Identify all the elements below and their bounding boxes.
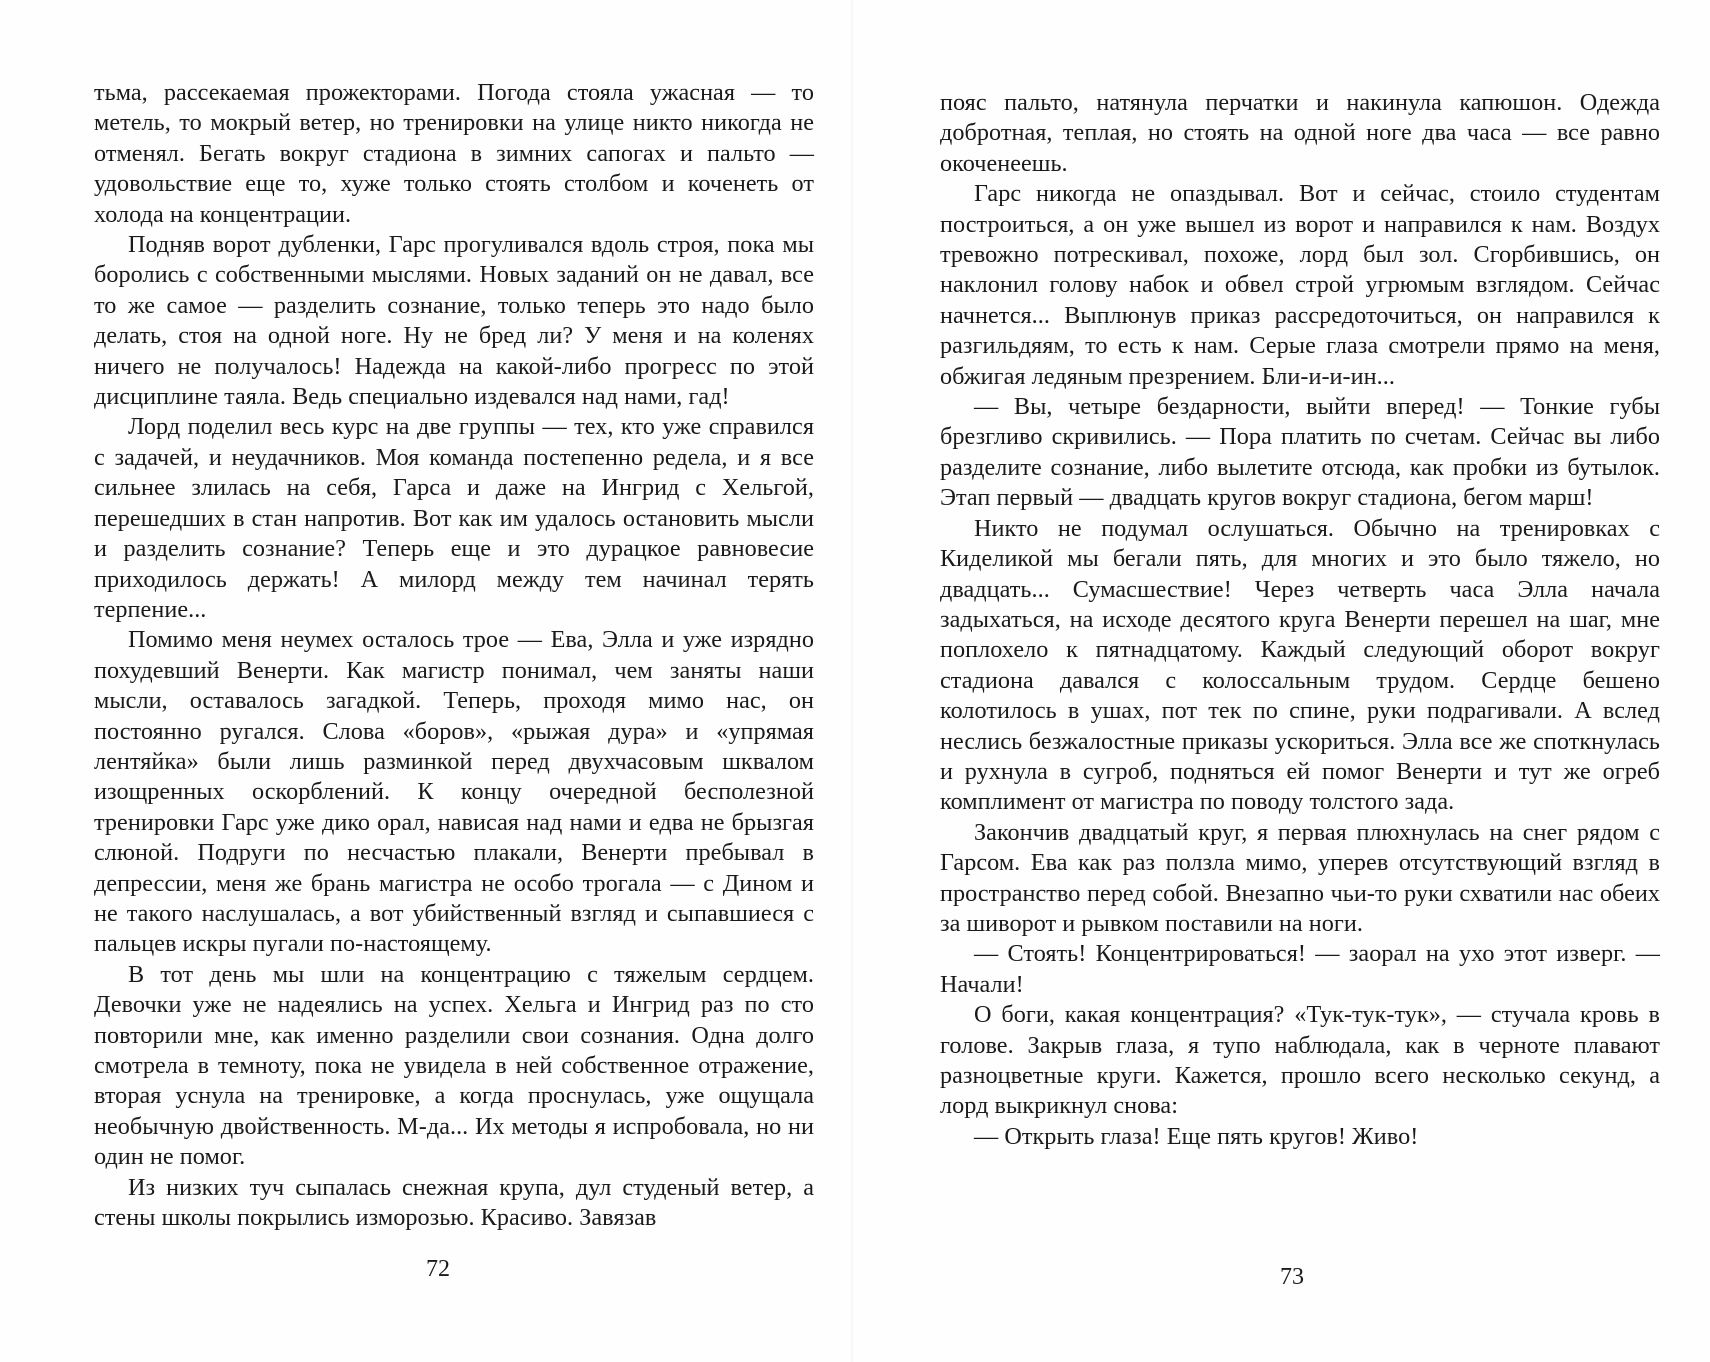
paragraph: Никто не подумал ослушаться. Обычно на тренировках с Киделикой мы бегали пять, для многих и это было тяжело, но двадцать... Сумасшествие! Через четверть часа Элла начала задыхаться, на исходе десятого круга Венерти перешел на шаг, мне поплохело к пятнадцатому. Каждый следующий оборот вокруг стадиона давался с колоссальным трудом. Сердце бешено колотилось в ушах, пот тек по спине, руки подрагивали. А вслед неслись безжалостные приказы ускориться. Элла все же споткнулась и рухнула в сугроб, подняться ей помог Венерти и тут же огреб комплимент от магистра по поводу толстого зада. — [940, 514, 1660, 816]
gutter-divider — [850, 0, 854, 1362]
left-page — [94, 78, 814, 1233]
paragraph: Гарс никогда не опаздывал. Вот и сейчас, стоило студентам построиться, а он уже вышел из ворот и направился к нам. Воздух тревожно потрескивал, похоже, лорд был зол. Сгорбившись, он наклонил голову набок и обвел строй угрюмым взглядом. Сейчас начнется... Выплюнув приказ рассредоточиться, он направился к разгильдяям, то есть к нам. Серые глаза смотрели прямо на меня, обжигая ледяным презрением. Бли-и-и-ин... — [940, 180, 1660, 390]
paragraph: пояс пальто, натянула перчатки и накинула капюшон. Одежда добротная, теплая, но стоять на одной ноге два часа — все равно окоченеешь. — [940, 89, 1660, 177]
paragraph: О боги, какая концентрация? «Тук-тук-тук», — стучала кровь в голове. Закрыв глаза, я тупо наблюдала, как в черноте плавают разноцветные круги. Кажется, прошло всего несколько секунд, а лорд выкрикнул снова: — [940, 1001, 1660, 1120]
paragraph: тьма, рассекаемая прожекторами. Погода стояла ужасная — то метель, то мокрый ветер, но тренировки на улице никто никогда не отменял. Бегать вокруг стадиона в зимних сапогах и пальто — удовольствие еще то, хуже только стоять столбом и коченеть от холода на концентрации. — [94, 79, 814, 228]
paragraph: Из низких туч сыпалась снежная крупа, дул студеный ветер, а стены школы покрылись изморозью. Красиво. Завязав — [94, 1173, 814, 1232]
paragraph: — Стоять! Концентрироваться! — заорал на ухо этот изверг. — Начали! — [940, 940, 1660, 998]
left-page-text — [94, 78, 814, 1233]
page-number-right: 73 — [1280, 1264, 1304, 1290]
paragraph: — Вы, четыре бездарности, выйти вперед! — Тонкие губы брезгливо скривились. — Пора платить по счетам. Сейчас вы либо разделите сознание, либо вылетите отсюда, как пробки из бутылок. Этап первый — двадцать кругов вокруг стадиона, бегом марш! — [940, 393, 1660, 512]
right-page — [940, 88, 1660, 1152]
paragraph: Лорд поделил весь курс на две группы — тех, кто уже справился с задачей, и неудачников. Моя команда постепенно редела, и я все сильнее злилась на себя, Гарса и даже на Ингрид с Хельгой, перешедших в стан напротив. Вот как им удалось остановить мысли и разделить сознание? Теперь еще и это дурацкое равновесие приходилось держать! А милорд между тем начинал терять терпение... — [94, 413, 814, 623]
paragraph: Помимо меня неумех осталось трое — Ева, Элла и уже изрядно похудевший Венерти. Как магистр понимал, чем заняты наши мысли, оставалось загадкой. Теперь, проходя мимо нас, он постоянно ругался. Слова «боров», «рыжая дура» и «упрямая лентяйка» были лишь разминкой перед двухчасовым шквалом изощренных оскорблений. К концу очередной бесполезной тренировки Гарс уже дико орал, нависая над нами и едва не брызгая слюной. Подруги по несчастью плакали, Венерти пребывал в депрессии, меня же брань магистра не особо трогала — с Дином и не такого наслушалась, а вот убийственный взгляд и сыпавшиеся с пальцев искры пугали по-настоящему. — [94, 626, 814, 958]
paragraph: Закончив двадцатый круг, я первая плюхнулась на снег рядом с Гарсом. Ева как раз ползла мимо, уперев отсутствующий взгляд в пространство перед собой. Внезапно чьи-то руки схватили нас обеих за шиворот и рывком поставили на ноги. — [940, 818, 1660, 937]
right-page-text — [940, 88, 1660, 1152]
page-number-left: 72 — [426, 1256, 450, 1282]
paragraph: Подняв ворот дубленки, Гарс прогуливался вдоль строя, пока мы боролись с собственными мыслями. Новых заданий он не давал, все то же самое — разделить сознание, только теперь это надо было делать, стоя на одной ноге. Ну не бред ли? У меня и на коленях ничего не получалось! Надежда на какой-либо прогресс по этой дисциплине таяла. Ведь специально издевался над нами, гад! — [94, 231, 814, 411]
paragraph: В тот день мы шли на концентрацию с тяжелым сердцем. Девочки уже не надеялись на успех. Хельга и Ингрид раз по сто повторили мне, как именно разделили свои сознания. Одна долго смотрела в темноту, пока не увидела в ней собственное отражение, вторая уснула на тренировке, а когда проснулась, уже ощущала необычную двойственность. М-да... Их методы я испробовала, но ни один не помог. — [94, 960, 814, 1171]
paragraph: — Открыть глаза! Еще пять кругов! Живо! — [974, 1122, 1419, 1150]
